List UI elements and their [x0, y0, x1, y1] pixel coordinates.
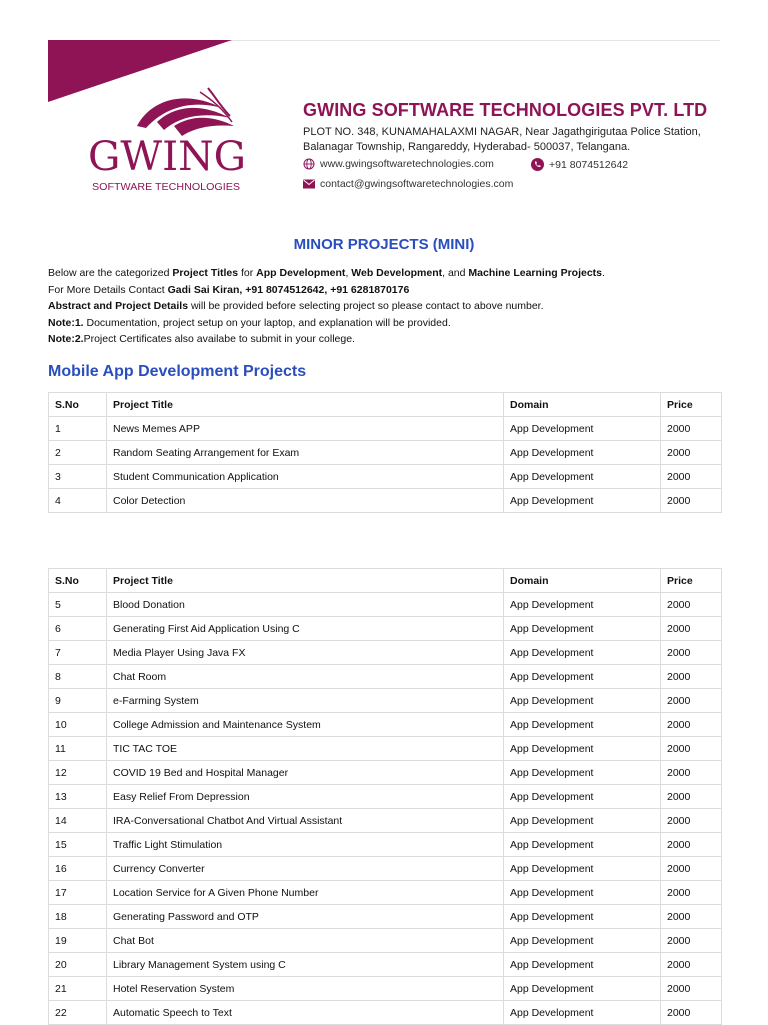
intro-bold-span: Machine Learning Projects — [468, 267, 603, 279]
cell-sno: 7 — [49, 641, 107, 665]
cell-project-title: Automatic Speech to Text — [107, 1001, 504, 1025]
cell-project-title: IRA-Conversational Chatbot And Virtual Assistant — [107, 809, 504, 833]
cell-domain: App Development — [504, 713, 661, 737]
intro-bold-span: Web Development — [351, 267, 443, 279]
cell-project-title: Blood Donation — [107, 593, 504, 617]
intro-text — [48, 265, 728, 348]
gwing-logo — [82, 86, 252, 194]
cell-sno: 15 — [49, 833, 107, 857]
cell-sno: 18 — [49, 905, 107, 929]
table-row — [49, 881, 722, 905]
phone-contact[interactable] — [531, 158, 628, 171]
cell-project-title: Student Communication Application — [107, 465, 504, 489]
cell-sno: 10 — [49, 713, 107, 737]
cell-sno: 4 — [49, 489, 107, 513]
cell-price: 2000 — [661, 977, 722, 1001]
intro-bold-span: App Development — [256, 267, 346, 279]
website-link[interactable]: www.gwingsoftwaretechnologies.com — [320, 158, 494, 170]
cell-sno: 6 — [49, 617, 107, 641]
cell-price: 2000 — [661, 929, 722, 953]
email-link[interactable]: contact@gwingsoftwaretechnologies.com — [320, 178, 514, 190]
cell-domain: App Development — [504, 977, 661, 1001]
table-row — [49, 953, 722, 977]
cell-domain: App Development — [504, 489, 661, 513]
cell-price: 2000 — [661, 641, 722, 665]
cell-domain: App Development — [504, 465, 661, 489]
cell-price: 2000 — [661, 489, 722, 513]
cell-price: 2000 — [661, 713, 722, 737]
cell-price: 2000 — [661, 761, 722, 785]
cell-sno: 16 — [49, 857, 107, 881]
cell-domain: App Development — [504, 857, 661, 881]
phone-icon — [531, 158, 544, 171]
header-domain: Domain — [504, 393, 661, 417]
cell-price: 2000 — [661, 465, 722, 489]
cell-project-title: College Admission and Maintenance System — [107, 713, 504, 737]
table-row — [49, 857, 722, 881]
logo-wordmark: GWING — [88, 134, 246, 180]
cell-project-title: Traffic Light Stimulation — [107, 833, 504, 857]
table-row — [49, 905, 722, 929]
intro-text-span: . — [602, 267, 605, 279]
cell-price: 2000 — [661, 737, 722, 761]
cell-project-title: Generating Password and OTP — [107, 905, 504, 929]
cell-price: 2000 — [661, 417, 722, 441]
cell-sno: 1 — [49, 417, 107, 441]
company-address — [303, 125, 723, 155]
table-row — [49, 1001, 722, 1025]
table-row — [49, 713, 722, 737]
cell-domain: App Development — [504, 833, 661, 857]
table-row — [49, 489, 722, 513]
table-row — [49, 833, 722, 857]
table-row — [49, 465, 722, 489]
header-price: Price — [661, 393, 722, 417]
cell-sno: 12 — [49, 761, 107, 785]
table-row — [49, 689, 722, 713]
cell-domain: App Development — [504, 417, 661, 441]
cell-project-title: COVID 19 Bed and Hospital Manager — [107, 761, 504, 785]
cell-price: 2000 — [661, 785, 722, 809]
cell-project-title: Generating First Aid Application Using C — [107, 617, 504, 641]
cell-domain: App Development — [504, 689, 661, 713]
email-contact[interactable] — [303, 178, 513, 190]
cell-price: 2000 — [661, 1001, 722, 1025]
cell-domain: App Development — [504, 905, 661, 929]
cell-project-title: Media Player Using Java FX — [107, 641, 504, 665]
projects-table-1 — [48, 392, 722, 513]
company-name: GWING SOFTWARE TECHNOLOGIES PVT. LTD — [303, 100, 708, 120]
cell-domain: App Development — [504, 1001, 661, 1025]
cell-project-title: Color Detection — [107, 489, 504, 513]
cell-price: 2000 — [661, 665, 722, 689]
cell-domain: App Development — [504, 641, 661, 665]
header-title: Project Title — [107, 393, 504, 417]
cell-sno: 5 — [49, 593, 107, 617]
note-text: Project Certificates also availabe to submit in your college. — [83, 333, 355, 345]
intro-bold-span: Project Titles — [172, 267, 239, 279]
table-row — [49, 617, 722, 641]
table-row — [49, 441, 722, 465]
cell-sno: 17 — [49, 881, 107, 905]
cell-domain: App Development — [504, 953, 661, 977]
table-row — [49, 737, 722, 761]
cell-project-title: Easy Relief From Depression — [107, 785, 504, 809]
cell-project-title: Library Management System using C — [107, 953, 504, 977]
table-row — [49, 761, 722, 785]
intro-text-span: For More Details Contact — [48, 283, 168, 296]
cell-sno: 8 — [49, 665, 107, 689]
table-row — [49, 417, 722, 441]
cell-domain: App Development — [504, 441, 661, 465]
cell-price: 2000 — [661, 905, 722, 929]
section-title: Mobile App Development Projects — [48, 363, 307, 380]
header-sno: S.No — [49, 569, 107, 593]
intro-text-span: , — [345, 267, 352, 279]
table-row — [49, 593, 722, 617]
phone-number[interactable]: +91 8074512642 — [549, 158, 629, 171]
cell-sno: 2 — [49, 441, 107, 465]
note-1 — [48, 315, 728, 332]
cell-sno: 21 — [49, 977, 107, 1001]
address-line-2: Balanagar Township, Rangareddy, Hyderabad- 500037, Telangana. — [303, 141, 631, 153]
note-label: Note:1. — [48, 316, 84, 329]
note-label: Note:2. — [48, 333, 84, 345]
cell-domain: App Development — [504, 617, 661, 641]
cell-domain: App Development — [504, 665, 661, 689]
intro-line-2 — [48, 282, 728, 299]
header-domain: Domain — [504, 569, 661, 593]
table-header-row — [49, 393, 722, 417]
cell-price: 2000 — [661, 857, 722, 881]
cell-project-title: e-Farming System — [107, 689, 504, 713]
intro-text-span: will be provided before selecting project so please contact to above number. — [188, 300, 544, 312]
note-text: Documentation, project setup on your laptop, and explanation will be provided. — [83, 316, 451, 329]
cell-domain: App Development — [504, 809, 661, 833]
cell-sno: 9 — [49, 689, 107, 713]
intro-bold-span: Abstract and Project Details — [48, 300, 189, 312]
intro-text-span: , and — [442, 267, 469, 279]
address-line-1: PLOT NO. 348, KUNAMAHALAXMI NAGAR, Near Jagathgirigutaa Police Station, — [303, 126, 701, 138]
header-sno: S.No — [49, 393, 107, 417]
intro-line-3 — [48, 298, 728, 315]
cell-domain: App Development — [504, 929, 661, 953]
table-row — [49, 785, 722, 809]
cell-sno: 20 — [49, 953, 107, 977]
cell-price: 2000 — [661, 809, 722, 833]
cell-sno: 13 — [49, 785, 107, 809]
cell-price: 2000 — [661, 833, 722, 857]
cell-price: 2000 — [661, 881, 722, 905]
cell-sno: 11 — [49, 737, 107, 761]
cell-price: 2000 — [661, 689, 722, 713]
cell-domain: App Development — [504, 881, 661, 905]
cell-domain: App Development — [504, 785, 661, 809]
cell-sno: 19 — [49, 929, 107, 953]
globe-icon — [303, 158, 315, 170]
cell-project-title: Chat Room — [107, 665, 504, 689]
contact-person: Gadi Sai Kiran, +91 8074512642, +91 6281870176 — [167, 283, 410, 296]
cell-project-title: Random Seating Arrangement for Exam — [107, 441, 504, 465]
table-row — [49, 929, 722, 953]
table-row — [49, 665, 722, 689]
table-row — [49, 977, 722, 1001]
cell-sno: 22 — [49, 1001, 107, 1025]
company-info — [303, 100, 723, 155]
intro-line-1 — [48, 265, 728, 282]
cell-domain: App Development — [504, 593, 661, 617]
table-row — [49, 809, 722, 833]
page-title: MINOR PROJECTS (MINI) — [293, 236, 475, 253]
cell-project-title: News Memes APP — [107, 417, 504, 441]
cell-project-title: Hotel Reservation System — [107, 977, 504, 1001]
table-header-row — [49, 569, 722, 593]
table-row — [49, 641, 722, 665]
cell-project-title: Currency Converter — [107, 857, 504, 881]
cell-project-title: TIC TAC TOE — [107, 737, 504, 761]
header-title: Project Title — [107, 569, 504, 593]
cell-price: 2000 — [661, 441, 722, 465]
header-price: Price — [661, 569, 722, 593]
cell-project-title: Chat Bot — [107, 929, 504, 953]
cell-price: 2000 — [661, 953, 722, 977]
cell-sno: 14 — [49, 809, 107, 833]
cell-domain: App Development — [504, 737, 661, 761]
mail-icon — [303, 179, 315, 189]
cell-price: 2000 — [661, 617, 722, 641]
projects-table-2 — [48, 568, 722, 1025]
cell-domain: App Development — [504, 761, 661, 785]
cell-project-title: Location Service for A Given Phone Number — [107, 881, 504, 905]
intro-text-span: for — [238, 267, 257, 279]
note-2 — [48, 331, 728, 348]
cell-price: 2000 — [661, 593, 722, 617]
intro-text-span: Below are the categorized — [48, 267, 173, 279]
website-contact[interactable] — [303, 158, 494, 170]
logo-tagline: SOFTWARE TECHNOLOGIES — [92, 181, 240, 193]
cell-sno: 3 — [49, 465, 107, 489]
